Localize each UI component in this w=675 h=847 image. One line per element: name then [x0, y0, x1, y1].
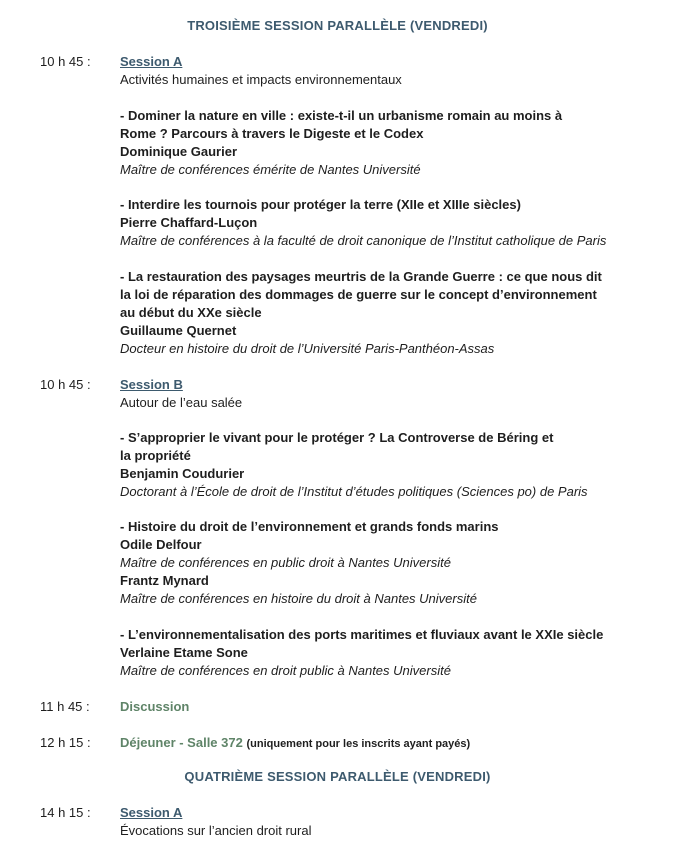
talk-title: - Histoire du droit de l’environnement et grands fonds marins — [120, 519, 499, 534]
lunch-note: (uniquement pour les inscrits ayant payés) — [246, 738, 471, 750]
session3a-link[interactable]: Session A — [120, 54, 183, 69]
session4a-link[interactable]: Session A — [120, 805, 183, 820]
speaker-name: Guillaume Quernet — [120, 323, 237, 338]
talk-title: - L’environnementalisation des ports maritimes et fluviaux avant le XXIe siècle — [120, 627, 604, 642]
speaker-affiliation: Maître de conférences en histoire du droit à Nantes Université — [120, 591, 477, 606]
talk-title: la loi de réparation des dommages de guerre sur le concept d’environnement — [120, 287, 597, 302]
talk-title: - Dominer la nature en ville : existe-t-il un urbanisme romain au moins à — [120, 108, 563, 123]
speaker-name: Pierre Chaffard-Luçon — [120, 215, 258, 230]
speaker-affiliation: Doctorant à l’École de droit de l’Institut d’études politiques (Sciences po) de Paris — [120, 484, 588, 499]
talk-title: - La restauration des paysages meurtris de la Grande Guerre : ce que nous dit — [120, 269, 602, 284]
session4a-time: 14 h 15 : — [40, 805, 91, 820]
discussion-time: 11 h 45 : — [40, 699, 90, 714]
speaker-name: Dominique Gaurier — [120, 144, 238, 159]
lunch-time: 12 h 15 : — [40, 735, 91, 750]
discussion-label: Discussion — [120, 699, 190, 714]
speaker-affiliation: Maître de conférences en public droit à Nantes Université — [120, 555, 451, 570]
speaker-affiliation: Docteur en histoire du droit de l’Université Paris-Panthéon-Assas — [120, 341, 495, 356]
session3-title: TROISIÈME SESSION PARALLÈLE (VENDREDI) — [187, 18, 488, 33]
talk-title: - Interdire les tournois pour protéger la terre (XIIe et XIIIe siècles) — [120, 197, 521, 212]
lunch-label: Déjeuner - Salle 372 — [120, 735, 243, 750]
speaker-affiliation: Maître de conférences à la faculté de droit canonique de l’Institut catholique de Paris — [120, 233, 607, 248]
speaker-name: Frantz Mynard — [120, 573, 209, 588]
session4-title: QUATRIÈME SESSION PARALLÈLE (VENDREDI) — [184, 769, 491, 784]
talk-title: la propriété — [120, 448, 191, 463]
lunch-line — [120, 735, 470, 750]
speaker-affiliation: Maître de conférences émérite de Nantes Université — [120, 162, 421, 177]
talk-title: au début du XXe siècle — [120, 305, 262, 320]
session3b-link[interactable]: Session B — [120, 377, 183, 392]
session3a-time: 10 h 45 : — [40, 54, 91, 69]
talk-title: - S’approprier le vivant pour le protéger ? La Controverse de Béring et — [120, 430, 554, 445]
speaker-affiliation: Maître de conférences en droit public à Nantes Université — [120, 663, 451, 678]
session3b-subtitle: Autour de l’eau salée — [120, 395, 243, 410]
speaker-name: Benjamin Coudurier — [120, 466, 245, 481]
session3b-time: 10 h 45 : — [40, 377, 91, 392]
speaker-name: Odile Delfour — [120, 537, 202, 552]
session4a-subtitle: Évocations sur l’ancien droit rural — [120, 823, 312, 838]
talk-title: Rome ? Parcours à travers le Digeste et le Codex — [120, 126, 424, 141]
speaker-name: Verlaine Etame Sone — [120, 645, 248, 660]
session3a-subtitle: Activités humaines et impacts environnementaux — [120, 72, 402, 87]
